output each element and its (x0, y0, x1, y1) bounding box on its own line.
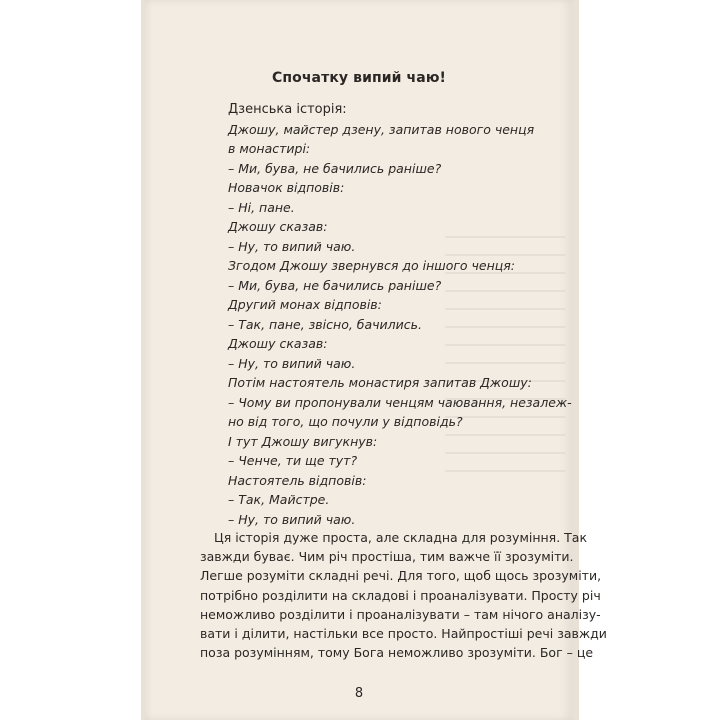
story-line: Новачок відповів: (228, 180, 345, 195)
story-line: Джошу, майстер дзену, запитав нового ченця (228, 121, 535, 137)
story-line: – Ми, бува, не бачились раніше? (228, 160, 442, 176)
story-line: – Ну, то випий чаю. (228, 355, 356, 371)
story-line: Згодом Джошу звернувся до іншого ченця: (228, 258, 516, 273)
paragraph-line: неможливо розділити і проаналізувати – там нічого аналізу- (200, 606, 601, 622)
paragraph-line: вати і ділити, настільки все просто. Найпростіші речі завжди (200, 626, 607, 642)
story-line: – Так, Майстре. (228, 492, 330, 507)
story-line: Настоятель відповів: (228, 472, 367, 488)
paragraph-line: потрібно розділити на складові і проаналізувати. Просту річ (200, 587, 601, 603)
story-line: Джошу сказав: (228, 219, 328, 234)
paragraph-line: завжди буває. Чим річ простіша, тим важче її зрозуміти. (200, 549, 574, 565)
story-line: – Так, пане, звісно, бачились. (228, 316, 422, 332)
story-line: – Ну, то випий чаю. (228, 238, 356, 254)
story-line: в монастирі: (228, 141, 311, 156)
story-line: – Чому ви пропонували ченцям чаювання, незалеж- (228, 394, 572, 410)
page-number: 8 (354, 686, 364, 701)
story-line: – Ченче, ти ще тут? (228, 453, 358, 468)
story-line: Джошу сказав: (228, 336, 328, 351)
story-line: І тут Джошу вигукнув: (228, 433, 378, 449)
paragraph-line: поза розумінням, тому Бога неможливо зрозуміти. Бог – це (200, 645, 594, 661)
story-line: но від того, що почули у відповідь? (228, 414, 463, 429)
story-line: – Ми, бува, не бачились раніше? (228, 277, 442, 293)
story-line: – Ні, пане. (228, 199, 295, 215)
story-line: Другий монах відповів: (228, 297, 382, 312)
paragraph-line: Ця історія дуже проста, але складна для розуміння. Так (214, 530, 587, 545)
story-line: – Ну, то випий чаю. (228, 511, 356, 527)
chapter-title: Спочатку випий чаю! (271, 70, 447, 86)
book-page (145, 0, 607, 720)
story-heading: Дзенська історія: (228, 102, 347, 117)
zen-story (228, 100, 572, 529)
story-line: Потім настоятель монастиря запитав Джошу: (228, 375, 532, 390)
paragraph-line: Легше розуміти складні речі. Для того, щоб щось зрозуміти, (200, 568, 602, 584)
body-paragraph (200, 528, 607, 662)
